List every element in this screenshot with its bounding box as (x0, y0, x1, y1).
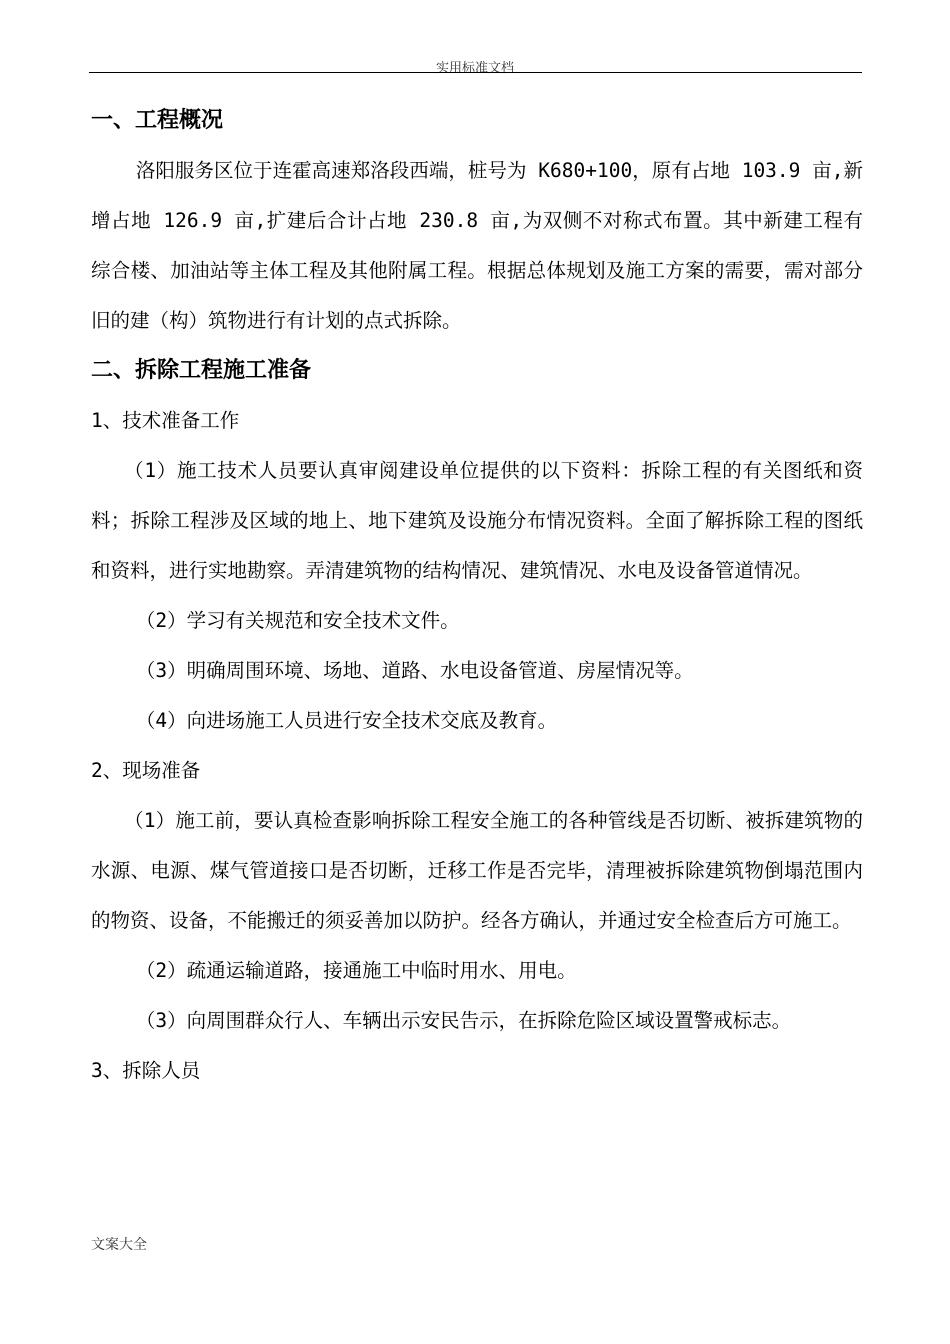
technical-item-4: （4）向进场施工人员进行安全技术交底及教育。 (135, 709, 558, 732)
page-footer-text: 文案大全 (91, 1237, 147, 1253)
site-item-1: （1）施工前，要认真检查影响拆除工程安全施工的各种管线是否切断、被拆建筑物的水源、电源、煤气管道接口是否切断，迁移工作是否完毕，清理被拆除建筑物倒塌范围内的物资、设备，不能搬迁的须妥善加以防护。经各方确认，并通过安全检查后方可施工。 (91, 809, 863, 932)
subsection-title-technical: 1、技术准备工作 (91, 409, 240, 432)
technical-item-2: （2）学习有关规范和安全技术文件。 (135, 609, 460, 632)
page-header-title: 实用标准文档 (435, 61, 514, 76)
overview-paragraph: 洛阳服务区位于连霍高速郑洛段西端，桩号为 K680+100，原有占地 103.9 亩,新增占地 126.9 亩,扩建后合计占地 230.8 亩,为双侧不对称式布置。其中新建工程有综合楼、加油站等主体工程及其他附属工程。根据总体规划及施工方案的需要，需对部分旧的建（构）筑物进行有计划的点式拆除。 (91, 159, 863, 332)
section-heading-overview: 一、工程概况 (91, 108, 224, 133)
section-heading-preparation: 二、拆除工程施工准备 (91, 358, 312, 383)
technical-item-3: （3）明确周围环境、场地、道路、水电设备管道、房屋情况等。 (135, 659, 694, 682)
document-body (91, 96, 863, 1096)
site-item-2: （2）疏通运输道路，接通施工中临时用水、用电。 (135, 959, 577, 982)
site-item-3: （3）向周围群众行人、车辆出示安民告示，在拆除危险区域设置警戒标志。 (135, 1009, 792, 1032)
subsection-title-site: 2、现场准备 (91, 759, 201, 782)
subsection-title-personnel: 3、拆除人员 (91, 1059, 201, 1082)
header-divider (89, 72, 862, 73)
technical-item-1: （1）施工技术人员要认真审阅建设单位提供的以下资料：拆除工程的有关图纸和资料；拆除工程涉及区域的地上、地下建筑及设施分布情况资料。全面了解拆除工程的图纸和资料，进行实地勘察。弄清建筑物的结构情况、建筑情况、水电及设备管道情况。 (91, 459, 863, 582)
